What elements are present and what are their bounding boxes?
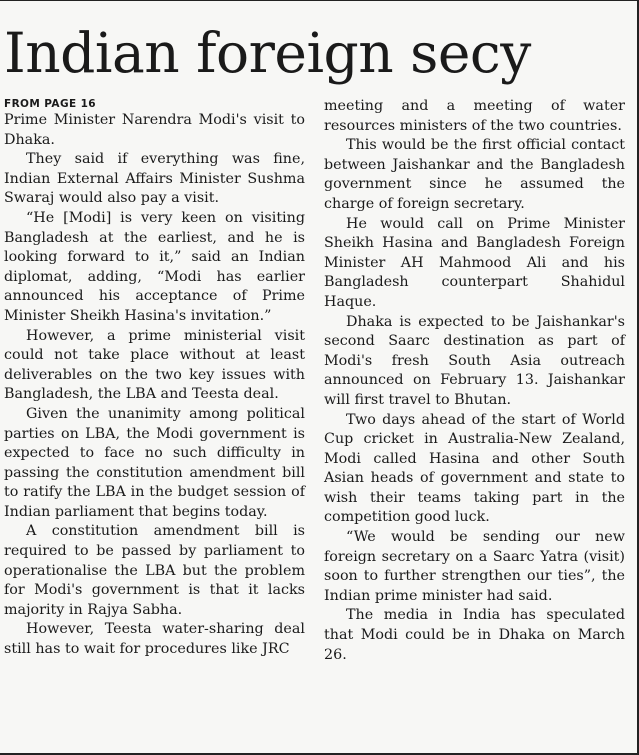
paragraph: “He [Modi] is very keen on visiting Bangladesh at the earliest, and he is looking forward to it,” said an Indian diplomat, adding, “Modi has earlier announced his acceptance of Prime Minister Sheikh Hasina's invitation.” — [4, 209, 305, 324]
paragraph: The media in India has speculated that Modi could be in Dhaka on March 26. — [324, 607, 625, 663]
paragraph: He would call on Prime Minister Sheikh Hasina and Bangladesh Foreign Minister AH Mahmood Ali and his Bangladesh counterpart Shahidul Haque. — [324, 215, 625, 310]
paragraph: This would be the first official contact between Jaishankar and the Bangladesh government since he assumed the charge of foreign secretary. — [324, 137, 625, 212]
paragraph: Dhaka is expected to be Jaishankar's second Saarc destination as part of Modi's fresh South Asia outreach announced on February 13. Jaishankar will first travel to Bhutan. — [324, 313, 625, 408]
paragraph: They said if everything was fine, Indian External Affairs Minister Sushma Swaraj would also pay a visit. — [4, 151, 305, 207]
paragraph: Prime Minister Narendra Modi's visit to Dhaka. — [4, 112, 305, 148]
paragraph: Given the unanimity among political parties on LBA, the Modi government is expected to face no such difficulty in passing the constitution amendment bill to ratify the LBA in the budget session of Indian parliament that begins today. — [4, 405, 305, 520]
continuation-kicker: FROM PAGE 16 — [4, 98, 97, 110]
headline: Indian foreign secy — [4, 21, 531, 85]
left-column — [4, 97, 305, 660]
paragraph: However, Teesta water-sharing deal still has to wait for procedures like JRC — [4, 621, 305, 658]
paragraph: “We would be sending our new foreign secretary on a Saarc Yatra (visit) soon to further strengthen our ties”, the Indian prime minister had said. — [324, 529, 625, 604]
paragraph: meeting and a meeting of water resources ministers of the two countries. — [324, 98, 625, 134]
right-column — [324, 97, 625, 665]
paragraph: However, a prime ministerial visit could not take place without at least deliverables on the two key issues with Bangladesh, the LBA and Teesta deal. — [4, 327, 305, 403]
paragraph: A constitution amendment bill is required to be passed by parliament to operationalise the LBA but the problem for Modi's government is that it lacks majority in Rajya Sabha. — [4, 523, 305, 618]
paragraph: Two days ahead of the start of World Cup cricket in Australia-New Zealand, Modi called Hasina and other South Asian heads of government and state to wish their teams taking part in the competition good luck. — [324, 411, 625, 526]
